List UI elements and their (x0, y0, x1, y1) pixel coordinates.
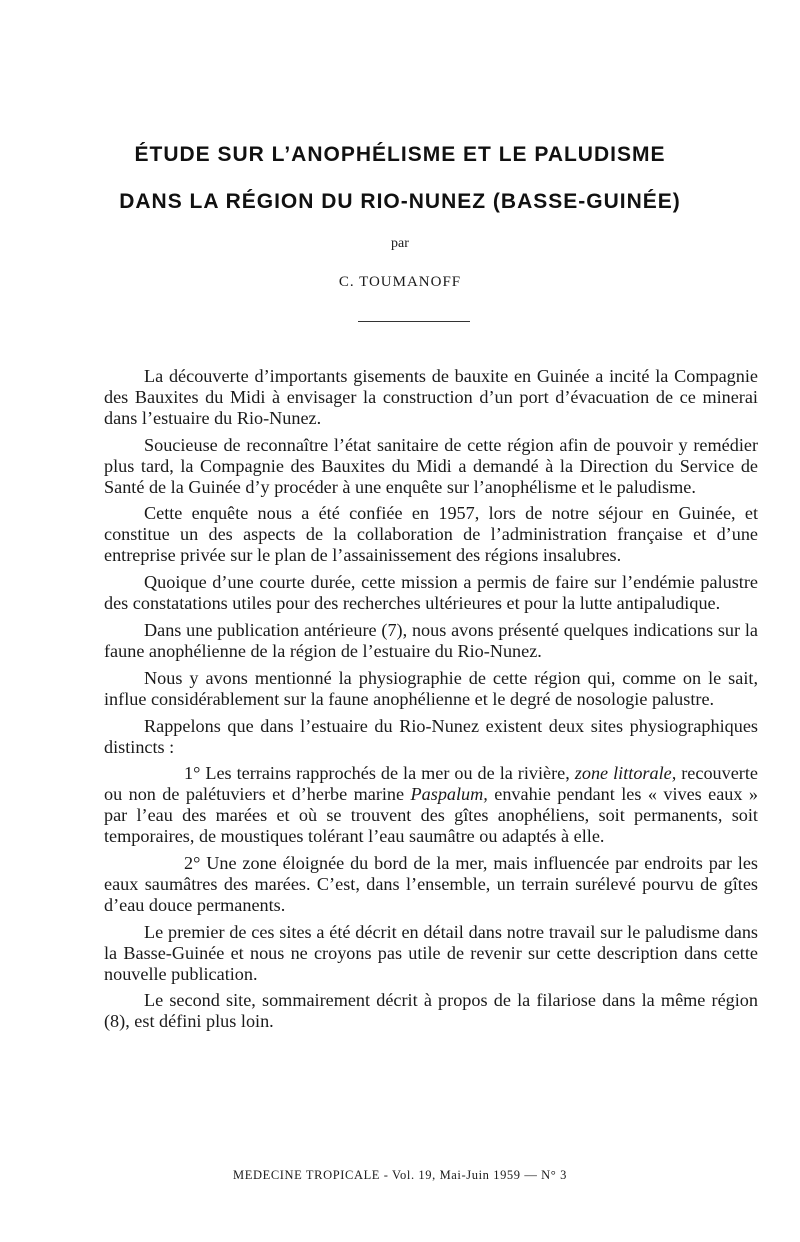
journal-footer: MEDECINE TROPICALE - Vol. 19, Mai-Juin 1959 — N° 3 (233, 1168, 567, 1182)
paragraph-9: Le second site, sommairement décrit à propos de la filariose dans la même région (8), est défini plus loin. (104, 990, 758, 1032)
list-item-1 (104, 763, 758, 847)
paragraph-6: Nous y avons mentionné la physiographie de cette région qui, comme on le sait, influe considérablement sur la faune anophélienne et le degré de nosologie palustre. (104, 667, 758, 709)
article-title-line-2: DANS LA RÉGION DU RIO-NUNEZ (BASSE-GUINÉE) (119, 190, 681, 213)
paragraph-3: Cette enquête nous a été confiée en 1957, lors de notre séjour en Guinée, et constitue un des aspects de la collaboration de l’administration française et d’une entreprise privée sur le plan de l’assainissement des régions insalubres. (104, 503, 758, 566)
list-item-1-emphasis-paspalum: Paspalum, (410, 784, 488, 805)
article-body (104, 366, 758, 1032)
list-item-1-emphasis-zone: zone littorale, (574, 763, 677, 784)
separator-rule (358, 321, 470, 322)
list-item-1-text-c: envahie pendant les « vives eaux » par l’eau des marées et où se trouvent des gîtes anophéliens, soit permanents, soit temporaires, de moustiques tolérant l’eau saumâtre ou adaptés à elle. (104, 784, 759, 847)
list-item-2: 2° Une zone éloignée du bord de la mer, mais influencée par endroits par les eaux saumâtres des marées. C’est, dans l’ensemble, un terrain surélevé pourvu de gîtes d’eau douce permanents. (104, 853, 758, 915)
list-item-1-number: 1° (184, 763, 201, 784)
paragraph-5: Dans une publication antérieure (7), nous avons présenté quelques indications sur la faune anophélienne de la région de l’estuaire du Rio-Nunez. (104, 619, 758, 661)
article-title-line-1: ÉTUDE SUR L’ANOPHÉLISME ET LE PALUDISME (134, 143, 666, 166)
paragraph-7: Rappelons que dans l’estuaire du Rio-Nunez existent deux sites physiographiques distincts : (104, 715, 758, 757)
paragraph-1: La découverte d’importants gisements de bauxite en Guinée a incité la Compagnie des Bauxites du Midi à envisager la construction d’un port d’évacuation de ce minerai dans l’estuaire du Rio-Nunez. (104, 366, 758, 428)
paragraph-4: Quoique d’une courte durée, cette mission a permis de faire sur l’endémie palustre des constatations utiles pour des recherches ultérieures et pour la lutte antipaludique. (104, 572, 758, 614)
author-name: C. TOUMANOFF (338, 274, 462, 290)
list-item-1-text-b: recouverte ou non de palétuviers et d’herbe marine (104, 763, 758, 805)
paragraph-8: Le premier de ces sites a été décrit en détail dans notre travail sur le paludisme dans la Basse-Guinée et nous ne croyons pas utile de revenir sur cette description dans cette nouvelle publication. (104, 921, 758, 984)
paragraph-2: Soucieuse de reconnaître l’état sanitaire de cette région afin de pouvoir y remédier plus tard, la Compagnie des Bauxites du Midi a demandé à la Direction du Service de Santé de la Guinée d’y procéder à une enquête sur l’anophélisme et le paludisme. (104, 434, 758, 497)
list-item-1-text-a: Les terrains rapprochés de la mer ou de la rivière, (205, 763, 570, 784)
byline-par: par (391, 236, 409, 251)
